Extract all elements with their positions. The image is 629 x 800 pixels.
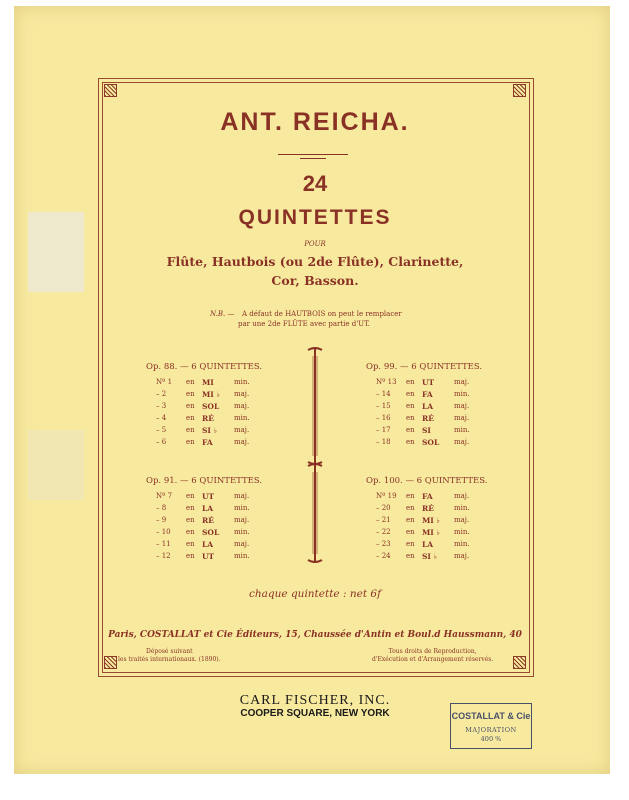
entry-no: – 11 [156, 540, 171, 548]
entry-no: – 22 [376, 528, 391, 536]
divider [300, 158, 326, 159]
corner-ornament-icon [513, 84, 526, 97]
corner-ornament-icon [513, 656, 526, 669]
stamp-majoration: MAJORATION [465, 726, 517, 734]
brace-ornament-icon [305, 462, 325, 564]
instrumentation-line-1: Flûte, Hautbois (ou 2de Flûte), Clarinette, [166, 254, 464, 269]
entry-en: en [406, 414, 415, 422]
instrumentation-line-2: Cor, Basson. [271, 273, 359, 288]
entry-key: SI ♭ [202, 426, 218, 435]
entry-mode: min. [234, 552, 250, 560]
entry-en: en [406, 402, 415, 410]
entry-mode: maj. [454, 438, 470, 446]
price-line: chaque quintette : net 6f [249, 588, 381, 600]
entry-no: – 20 [376, 504, 391, 512]
entry-en: en [406, 528, 415, 536]
rights-line-2: d'Exécution et d'Arrangement réservés. [372, 656, 494, 663]
entry-mode: maj. [454, 378, 470, 386]
entry-key: RÉ [422, 504, 434, 513]
entry-mode: min. [234, 528, 250, 536]
opus-group-title: Op. 91. — 6 QUINTETTES. [146, 476, 263, 486]
price-stamp [450, 703, 532, 749]
rights-notice [372, 648, 493, 664]
entry-no: – 16 [376, 414, 391, 422]
entry-mode: maj. [234, 492, 250, 500]
entry-key: UT [422, 378, 435, 387]
entry-no: – 2 [156, 390, 167, 398]
dealer-name: CARL FISCHER, INC. [239, 693, 391, 708]
entry-mode: min. [234, 414, 250, 422]
opus-group-title: Op. 99. — 6 QUINTETTES. [366, 362, 483, 372]
entry-key: RÉ [422, 414, 434, 423]
entry-mode: maj. [454, 414, 470, 422]
work-count: 24 [302, 171, 328, 196]
entry-en: en [186, 390, 195, 398]
entry-en: en [186, 438, 195, 446]
entry-no: – 17 [376, 426, 391, 434]
entry-no: – 6 [156, 438, 167, 446]
dealer-address: COOPER SQUARE, NEW YORK [240, 708, 390, 719]
entry-en: en [186, 402, 195, 410]
entry-mode: min. [454, 528, 470, 536]
entry-mode: min. [454, 504, 470, 512]
entry-key: SOL [202, 402, 220, 411]
entry-mode: min. [454, 390, 470, 398]
opus-group-title: Op. 100. — 6 QUINTETTES. [366, 476, 488, 486]
note-line-1: A défaut de HAUTBOIS on peut le remplacer [242, 310, 402, 318]
entry-no: – 10 [156, 528, 171, 536]
entry-mode: maj. [454, 492, 470, 500]
entry-no: – 18 [376, 438, 391, 446]
stamp-percent: 400 % [480, 735, 502, 743]
entry-no: – 24 [376, 552, 391, 560]
entry-key: MI ♭ [202, 390, 220, 399]
entry-key: SI [422, 426, 431, 435]
deposit-notice [118, 648, 221, 664]
entry-key: RÉ [202, 516, 214, 525]
entry-en: en [406, 426, 415, 434]
entry-no: – 3 [156, 402, 167, 410]
entry-mode: maj. [234, 426, 250, 434]
tape-mark [28, 430, 84, 500]
entry-en: en [406, 540, 415, 548]
entry-mode: maj. [454, 552, 470, 560]
entry-en: en [406, 390, 415, 398]
corner-ornament-icon [104, 656, 117, 669]
deposit-line-2: les traités internationaux. (1890). [118, 656, 221, 663]
entry-mode: maj. [234, 402, 250, 410]
entry-no: – 15 [376, 402, 391, 410]
entry-mode: maj. [454, 516, 470, 524]
entry-no: – 12 [156, 552, 171, 560]
stamp-publisher: COSTALLAT & Cie [451, 711, 531, 721]
entry-en: en [186, 414, 195, 422]
entry-en: en [186, 516, 195, 524]
publisher-line: Paris, COSTALLAT et Cie Éditeurs, 15, Chaussée d'Antin et Boul.d Haussmann, 40 [108, 630, 522, 640]
entry-key: MI [202, 378, 214, 387]
entry-mode: min. [454, 426, 470, 434]
entry-key: LA [422, 402, 434, 411]
entry-key: FA [422, 390, 433, 399]
entry-no: – 5 [156, 426, 167, 434]
entry-key: RÉ [202, 414, 214, 423]
entry-mode: min. [234, 504, 250, 512]
tape-mark [28, 212, 84, 292]
entry-key: MI ♭ [422, 528, 440, 537]
entry-no: Nº 1 [156, 378, 173, 386]
entry-key: SOL [422, 438, 440, 447]
entry-key: LA [202, 504, 214, 513]
entry-key: SOL [202, 528, 220, 537]
entry-en: en [406, 492, 415, 500]
entry-mode: maj. [234, 390, 250, 398]
entry-no: – 9 [156, 516, 167, 524]
entry-no: – 23 [376, 540, 391, 548]
entry-en: en [406, 438, 415, 446]
composer-name: ANT. REICHA. [220, 108, 410, 136]
note-label: N.B. — [210, 310, 235, 318]
entry-en: en [406, 516, 415, 524]
entry-en: en [186, 504, 195, 512]
entry-no: – 14 [376, 390, 391, 398]
entry-key: UT [202, 492, 215, 501]
entry-key: UT [202, 552, 215, 561]
entry-mode: maj. [234, 516, 250, 524]
entry-key: LA [422, 540, 434, 549]
opus-group-title: Op. 88. — 6 QUINTETTES. [146, 362, 263, 372]
entry-en: en [186, 552, 195, 560]
corner-ornament-icon [104, 84, 117, 97]
entry-en: en [186, 426, 195, 434]
entry-mode: min. [454, 540, 470, 548]
entry-no: – 8 [156, 504, 167, 512]
entry-key: SI ♭ [422, 552, 438, 561]
entry-en: en [186, 378, 195, 386]
entry-no: – 4 [156, 414, 167, 422]
entry-en: en [406, 504, 415, 512]
entry-no: Nº 13 [376, 378, 397, 386]
work-title: QUINTETTES [238, 206, 392, 229]
rights-line-1: Tous droits de Reproduction, [388, 648, 477, 655]
entry-en: en [186, 492, 195, 500]
entry-no: – 21 [376, 516, 391, 524]
entry-key: FA [422, 492, 433, 501]
entry-mode: maj. [454, 402, 470, 410]
entry-key: FA [202, 438, 213, 447]
deposit-line-1: Déposé suivant [146, 648, 193, 655]
entry-en: en [186, 540, 195, 548]
entry-en: en [406, 378, 415, 386]
divider [278, 154, 348, 155]
entry-no: Nº 19 [376, 492, 397, 500]
entry-mode: min. [234, 378, 250, 386]
entry-key: MI ♭ [422, 516, 440, 525]
entry-en: en [406, 552, 415, 560]
entry-key: LA [202, 540, 214, 549]
entry-no: Nº 7 [156, 492, 173, 500]
entry-mode: maj. [234, 438, 250, 446]
entry-en: en [186, 528, 195, 536]
note-line-2: par une 2de FLÛTE avec partie d'UT. [238, 320, 370, 328]
entry-mode: maj. [234, 540, 250, 548]
brace-ornament-icon [305, 346, 325, 466]
pour-label: POUR [304, 240, 326, 248]
